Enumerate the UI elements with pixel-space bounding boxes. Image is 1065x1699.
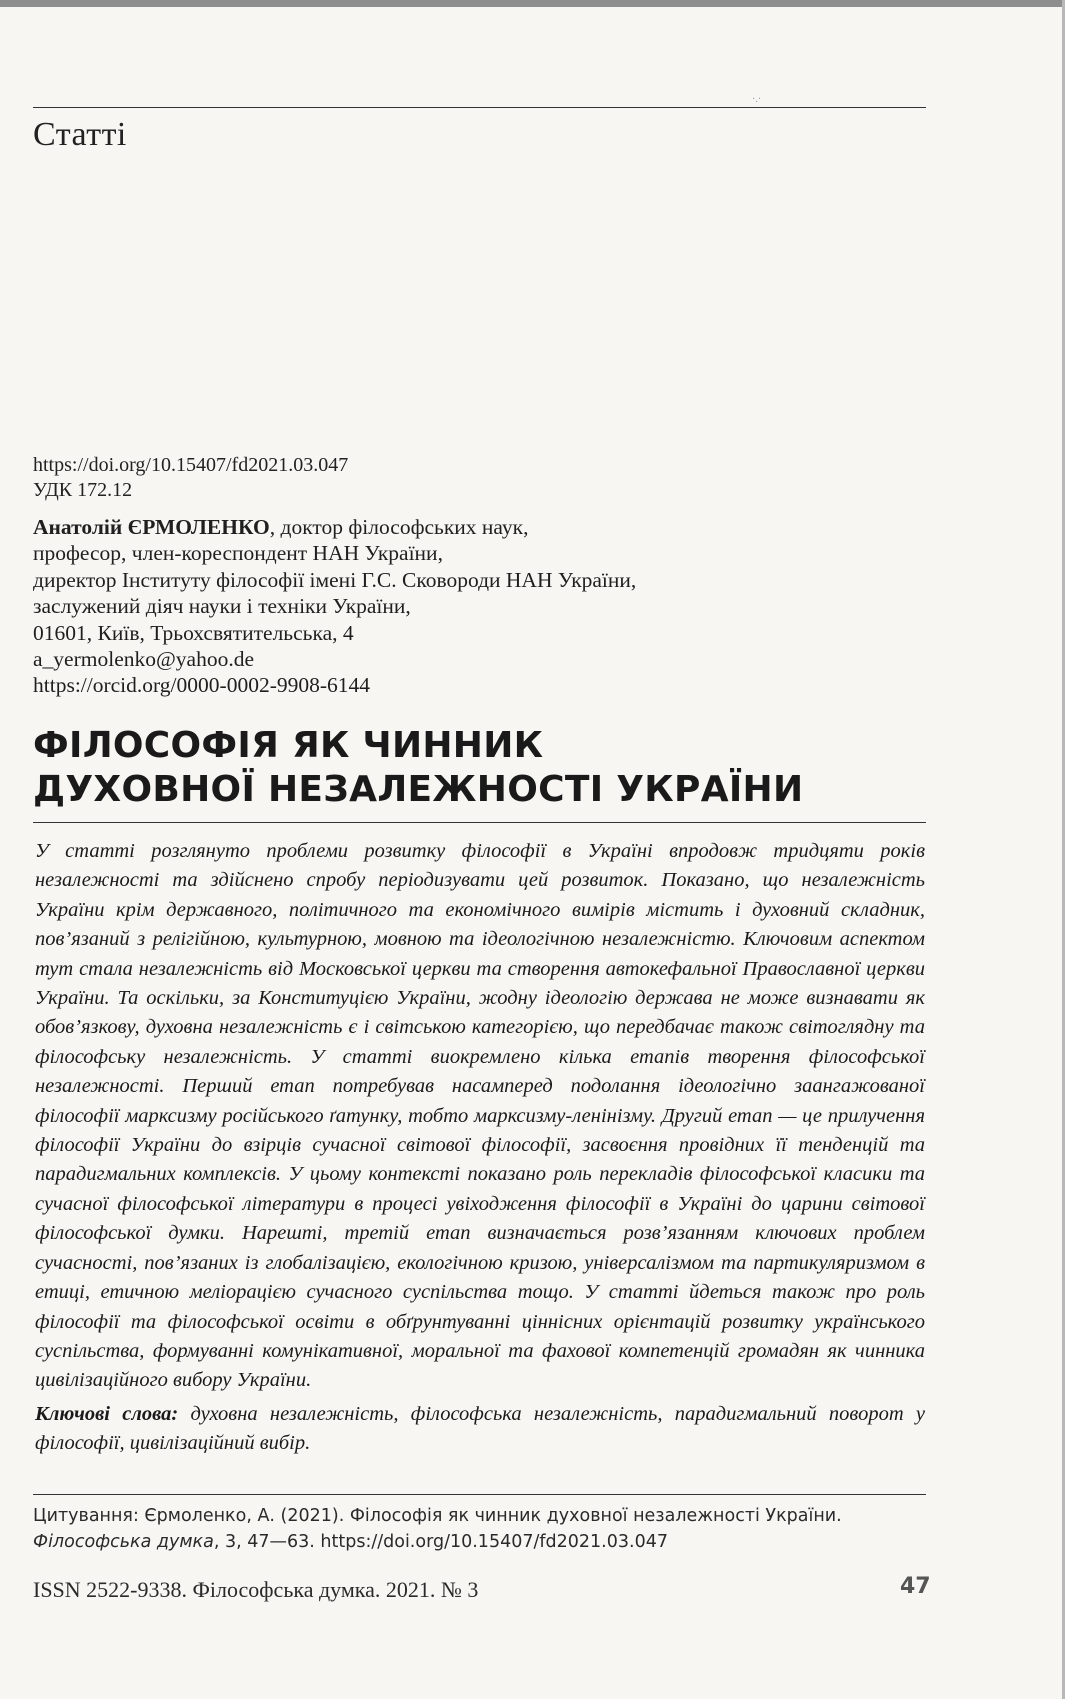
author-honor: заслужений діяч науки і техніки України,	[33, 594, 411, 619]
citation	[33, 1503, 933, 1555]
citation-details[interactable]: , 3, 47—63. https://doi.org/10.15407/fd2021.03.047	[213, 1532, 668, 1552]
author-title: професор, член-кореспондент НАН України,	[33, 541, 443, 566]
author-info	[33, 514, 636, 699]
footer-issn: ISSN 2522-9338. Філософська думка. 2021. № 3	[33, 1577, 479, 1602]
author-degree: , доктор філософських наук,	[269, 515, 529, 539]
header-rule	[33, 107, 926, 108]
citation-line-1: Цитування: Єрмоленко, А. (2021). Філософія як чинник духовної незалежності України.	[33, 1506, 842, 1526]
author-position: директор Інституту філософії імені Г.С. Сковороди НАН України,	[33, 567, 637, 592]
article-title-line-1: ФІЛОСОФІЯ ЯК ЧИННИК	[33, 725, 544, 766]
author-address: 01601, Київ, Трьохсвятительська, 4	[33, 620, 354, 645]
doi-link[interactable]: https://doi.org/10.15407/fd2021.03.047	[33, 454, 349, 476]
author-orcid[interactable]: https://orcid.org/0000-0002-9908-6144	[33, 673, 371, 698]
citation-rule	[33, 1494, 926, 1495]
abstract: У статті розглянуто проблеми розвитку філософії в Україні впродовж тридцяти років незалежності та здійснено спробу періодизувати цей розвиток. Показано, що незалежність України крім державного, політичного та економічного вимірів містить і духовний складник, пов’язаний з релігійною, культурною, мовною та ідеологічною незалежністю. Ключовим аспектом тут стала незалежність від Московської церкви та створення автокефальної Православної церкви України. Та оскільки, за Конституцією України, жодну ідеологію держава не може визнавати як обов’язкову, духовна незалежність є і світською категорією, що передбачає також світоглядну та філософську незалежність. У статті виокремлено кілька етапів творення філософської незалежності. Перший етап потребував насамперед подолання ідеологічно заангажованої філософії марксизму російського ґатунку, тобто марксизму-ленінізму. Другий етап — це прилучення філософії України до взірців сучасної світової філософії, засвоєння провідних її тенденцій та парадигмальних комплексів. У цьому контексті показано роль перекладів філософської класики та сучасної філософської літератури в процесі увіходження філософії в Україні до царини світової філософської думки. Нарешті, третій етап визначається розв’язанням ключових проблем сучасності, пов’язаних із глобалізацією, екологічною кризою, універсалізмом та партикуляризмом в етиці, етичною меліорацією сучасного суспільства тощо. У статті йдеться також про роль філософії та філософської освіти в обґрунтуванні ціннісних орієнтацій розвитку українського суспільства, формуванні комунікативної, моральної та фахової компетенцій громадян як чинника цивілізаційного вибору України.	[35, 840, 925, 1392]
author-email[interactable]: a_yermolenko@yahoo.de	[33, 647, 254, 672]
author-line-1	[33, 514, 636, 540]
keywords-label: Ключові слова:	[35, 1403, 179, 1425]
citation-journal: Філософська думка	[33, 1532, 214, 1552]
citation-line-2	[33, 1529, 933, 1555]
article-title	[33, 724, 803, 812]
title-rule	[33, 822, 926, 823]
scan-speck: ·.·	[752, 94, 762, 105]
page-number: 47	[900, 1574, 931, 1599]
udc-code: УДК 172.12	[33, 479, 133, 501]
scan-top-edge	[0, 0, 1065, 7]
article-title-line-2: ДУХОВНОЇ НЕЗАЛЕЖНОСТІ УКРАЇНИ	[33, 769, 804, 810]
section-title: Статті	[33, 116, 127, 153]
keywords	[35, 1400, 925, 1459]
author-name: Анатолій ЄРМОЛЕНКО	[33, 515, 270, 539]
keywords-text: духовна незалежність, філософська незалежність, парадигмальний поворот у філософії, цивілізаційний вибір.	[35, 1403, 926, 1455]
article-meta	[33, 453, 348, 503]
